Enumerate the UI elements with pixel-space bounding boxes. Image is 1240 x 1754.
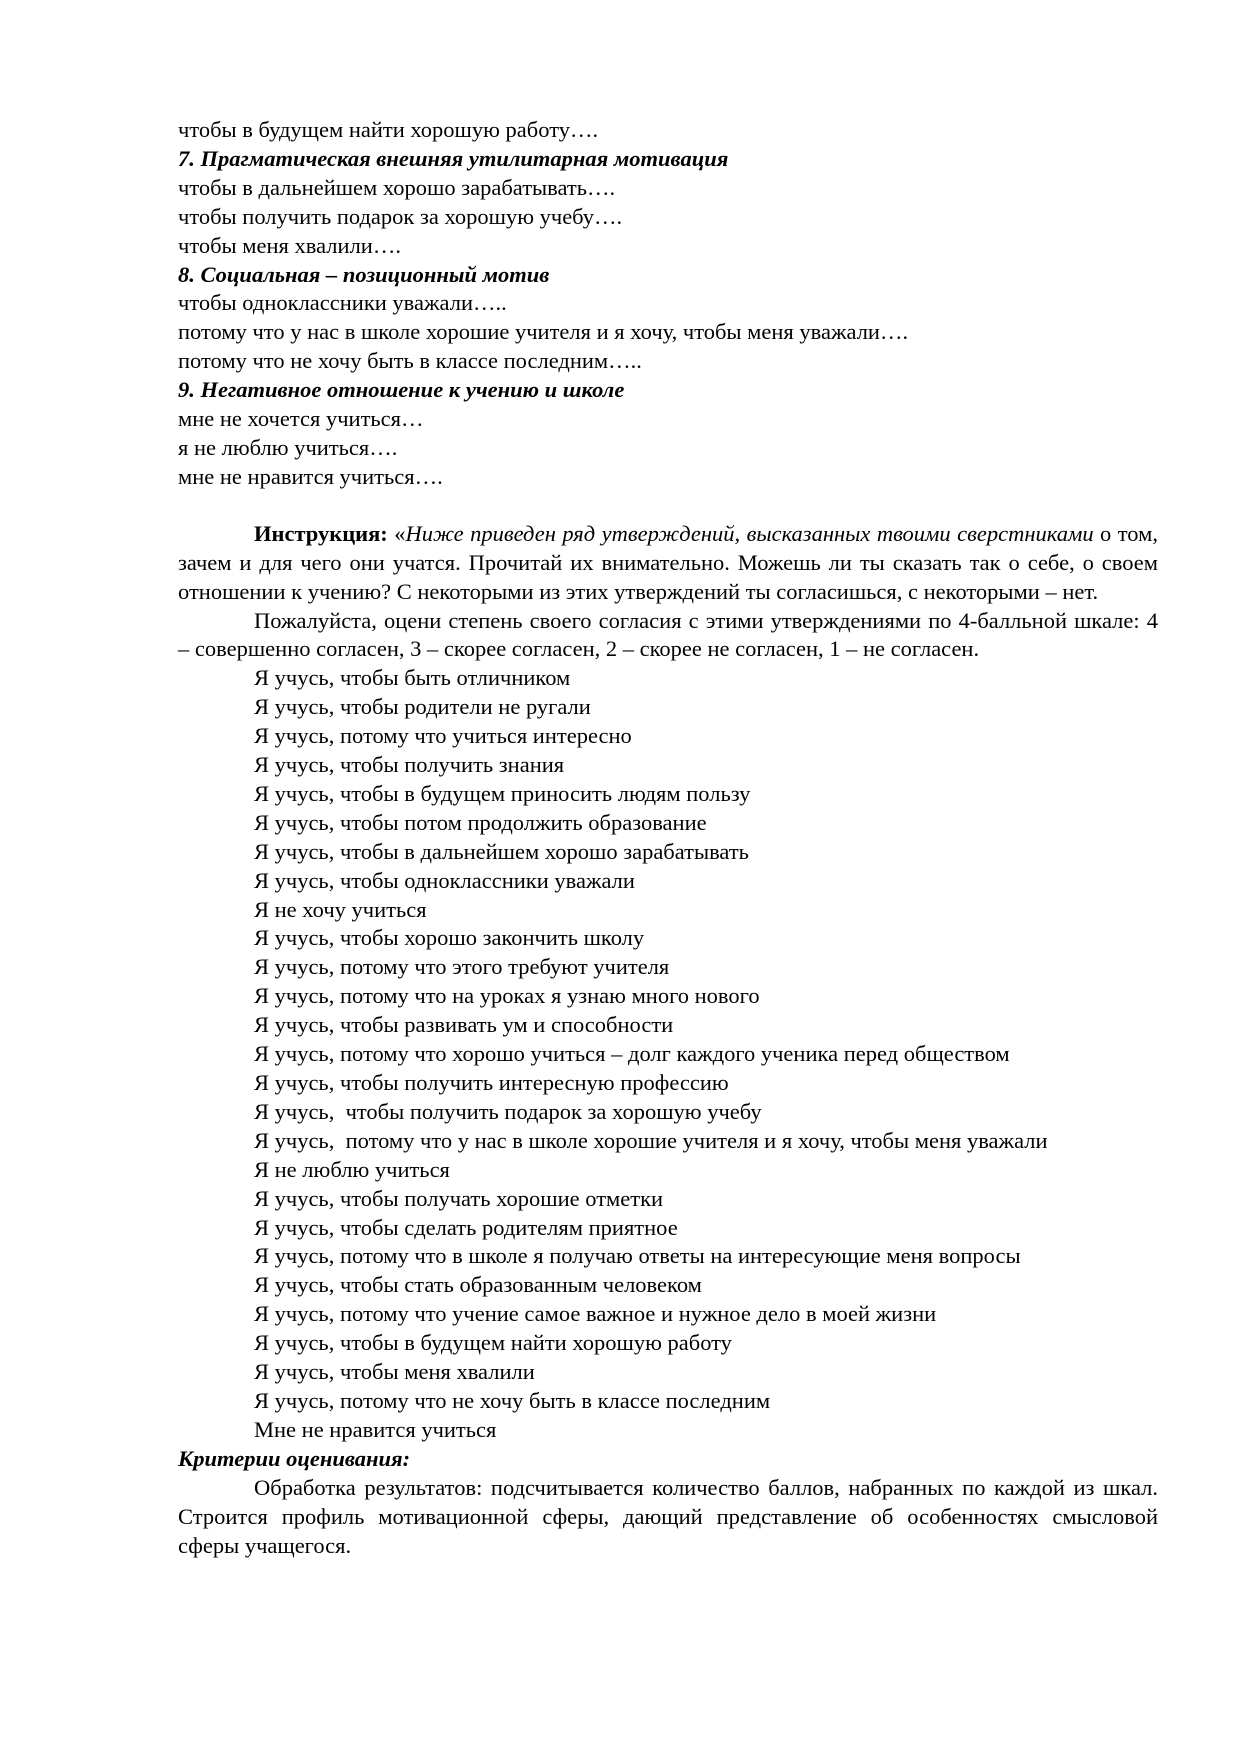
spacer: [178, 492, 1158, 520]
statement-item: Я учусь, чтобы получить интересную профессию: [254, 1070, 729, 1095]
statement-item: Я учусь, чтобы родители не ругали: [254, 694, 591, 720]
section-line: чтобы меня хвалили….: [178, 232, 401, 258]
statement-item: Я учусь, чтобы меня хвалили: [254, 1359, 535, 1385]
statement-item: Я учусь, потому что не хочу быть в классе последним: [254, 1387, 771, 1413]
statement-item: Я учусь, чтобы в будущем приносить людям пользу: [254, 780, 751, 806]
statement-item: Я учусь, чтобы в дальнейшем хорошо зарабатывать: [254, 838, 749, 864]
statement-item: Я учусь, потому что этого требуют учителя: [254, 954, 670, 980]
section-pragmatic: [178, 145, 1158, 261]
section-heading: 8. Социальная – позиционный мотив: [178, 261, 550, 287]
statement-item: Я учусь, чтобы одноклассники уважали: [254, 867, 635, 893]
statement-item: Я учусь, чтобы хорошо закончить школу: [254, 925, 645, 951]
instruction-lead: Ниже приведен ряд утверждений, высказанных твоими сверстниками: [405, 520, 1094, 546]
instruction-label: Инструкция:: [254, 520, 388, 546]
criteria-paragraph: Обработка результатов: подсчитывается количество баллов, набранных по каждой из шкал. Строится профиль мотивационной сферы, дающий представление об особенностях смысловой сферы учащегося.: [178, 1474, 1158, 1558]
section-line: я не люблю учиться….: [178, 434, 398, 460]
statement-item: Я учусь, потому что учиться интересно: [254, 723, 632, 749]
statement-item: Я учусь, чтобы сделать родителям приятное: [254, 1214, 678, 1240]
section-line: чтобы в дальнейшем хорошо зарабатывать….: [178, 174, 616, 200]
instruction-paragraph: [178, 520, 1158, 607]
section-heading: 7. Прагматическая внешняя утилитарная мотивация: [178, 145, 729, 171]
statement-item: Я учусь, чтобы получить подарок за хорошую учебу: [254, 1098, 762, 1124]
section-line: потому что у нас в школе хорошие учителя и я хочу, чтобы меня уважали….: [178, 319, 909, 345]
statement-item: Я учусь, потому что в школе я получаю ответы на интересующие меня вопросы: [254, 1243, 1021, 1269]
statement-item: Я учусь, чтобы в будущем найти хорошую работу: [254, 1330, 732, 1356]
section-social: [178, 261, 1158, 377]
scale-paragraph: Пожалуйста, оцени степень своего согласия с этими утверждениями по 4-балльной шкале: 4 – совершенно согласен, 3 – скорее согласен, 2 – скорее не согласен, 1 – не согласен.: [178, 607, 1158, 662]
document-page: [178, 116, 1158, 1560]
instruction-rest: о том, зачем и для чего они учатся. Прочитай их внимательно. Можешь ли ты сказать так о себе, о своем отношении к учению? С некоторыми из этих утверждений ты согласишься, с некоторыми – нет.: [178, 520, 1158, 604]
statement-item: Я учусь, чтобы получить знания: [254, 752, 565, 778]
statement-list: [178, 664, 1158, 1444]
section-heading: 9. Негативное отношение к учению и школе: [178, 377, 625, 403]
section-line: мне не хочется учиться…: [178, 406, 424, 432]
section-line: чтобы одноклассники уважали…..: [178, 290, 507, 316]
intro-line: чтобы в будущем найти хорошую работу….: [178, 117, 599, 142]
statement-item: Я не люблю учиться: [254, 1156, 450, 1182]
statement-item: Я учусь, потому что учение самое важное и нужное дело в моей жизни: [254, 1301, 937, 1327]
statement-item: Я учусь, потому что у нас в школе хорошие учителя и я хочу, чтобы меня уважали: [254, 1127, 1048, 1153]
statement-item: Я не хочу учиться: [254, 896, 427, 922]
section-line: мне не нравится учиться….: [178, 463, 443, 489]
statement-item: Я учусь, чтобы потом продолжить образование: [254, 809, 707, 835]
section-line: чтобы получить подарок за хорошую учебу….: [178, 203, 623, 229]
statement-item: Я учусь, чтобы стать образованным человеком: [254, 1272, 702, 1298]
statement-item: Я учусь, потому что на уроках я узнаю много нового: [254, 983, 760, 1009]
section-negative: [178, 376, 1158, 492]
instruction-quote: «: [387, 520, 406, 546]
section-line: потому что не хочу быть в классе последним…..: [178, 348, 642, 374]
criteria-heading: Критерии оценивания:: [178, 1445, 411, 1471]
statement-item: Мне не нравится учиться: [254, 1416, 497, 1442]
statement-item: Я учусь, потому что хорошо учиться – долг каждого ученика перед обществом: [254, 1041, 1010, 1067]
statement-item: Я учусь, чтобы получать хорошие отметки: [254, 1185, 664, 1211]
statement-item: Я учусь, чтобы быть отличником: [254, 665, 571, 691]
statement-item: Я учусь, чтобы развивать ум и способности: [254, 1012, 674, 1038]
